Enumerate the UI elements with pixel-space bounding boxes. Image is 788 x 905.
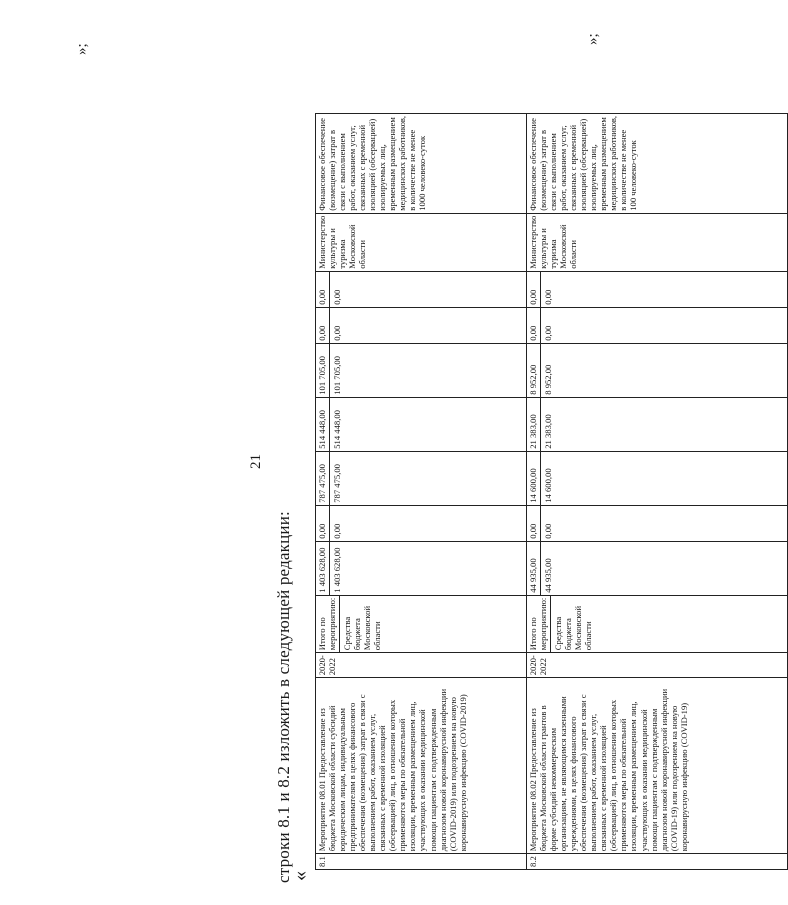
amendment-heading: строки 8.1 и 8.2 изложить в следующей редакции: <box>274 511 293 883</box>
amount-2022: 101 705,00 101 705,00 <box>316 343 527 397</box>
implementation-years: 2020-2022 <box>316 653 527 678</box>
closing-mark-upper: »; <box>585 33 601 45</box>
amount-2022: 8 952,00 8 952,00 <box>527 343 788 397</box>
table-row <box>527 113 788 869</box>
source-total-label: Итого по мероприятию: <box>317 597 338 651</box>
amount-2024: 0,00 0,00 <box>527 271 788 307</box>
closing-mark-lower: »; <box>74 43 90 55</box>
responsible-executor: Министерство культуры и туризма Московской области <box>527 213 788 271</box>
responsible-executor: Министерство культуры и туризма Московской области <box>316 213 527 271</box>
amount-2019: 0,00 0,00 <box>316 505 527 541</box>
table-row <box>316 113 527 869</box>
opening-quote-mark: « <box>289 871 311 881</box>
amount-2019: 0,00 0,00 <box>527 505 788 541</box>
program-measures-table <box>315 113 788 870</box>
source-region-label: Средства бюджета Московской области <box>342 605 383 651</box>
implementation-years: 2020-2022 <box>527 653 788 678</box>
amount-total: 1 403 628,00 1 403 628,00 <box>316 541 527 595</box>
funding-sources <box>316 595 527 652</box>
row-number: 8.1 <box>316 854 527 870</box>
funding-sources <box>527 595 788 652</box>
amount-2020: 787 475,00 787 475,00 <box>316 451 527 505</box>
amount-2023: 0,00 0,00 <box>527 307 788 343</box>
measure-name: Мероприятие 08.02 Предоставление из бюджета Московской области грантов в форме субсидий некоммерческим организациям, не являющимся казенными учреждениями, в целях финансового обеспечения (возмещения) затрат в связи с выполнением работ, оказанием услуг, связанных с временной изоляцией (обсервацией) лиц, в отношении которых применяются меры по обязательной изоляции, временным размещением лиц, участвующих в оказании медицинской помощи пациентам с подтвержденным диагнозом новой коронавирусной инфекции (COVID-19) или подозрением на новую коронавирусную инфекцию (COVID-19) <box>527 678 788 854</box>
amount-2021: 21 383,00 21 383,00 <box>527 397 788 451</box>
amount-2021: 514 448,00 514 448,00 <box>316 397 527 451</box>
source-region-label: Средства бюджета Московской области <box>553 605 594 651</box>
measure-name: Мероприятие 08.01 Предоставление из бюджета Московской области субсидий юридическим лицам, индивидуальным предпринимателям в целях финансового обеспечения (возмещения) затрат в связи с выполнением работ, оказанием услуг, связанных с временной изоляцией (обсервацией) лиц, в отношении которых применяются меры по обязательной изоляции, временным размещением лиц, участвующих в оказании медицинской помощи пациентам с подтвержденным диагнозом новой коронавирусной инфекции (COVID-2019) или подозрением на новую коронавирусную инфекцию (COVID-2019) <box>316 678 527 854</box>
expected-result: Финансовое обеспечение (возмещение) затрат в связи с выполнением работ, оказанием услуг, связанных с временной изоляцией (обсервацией) изолируемых лиц, временным размещением медицинских работников, в количестве не менее 1000 человеко-суток <box>316 113 527 213</box>
expected-result: Финансовое обеспечение (возмещение) затрат в связи с выполнением работ, оказанием услуг, связанных с временной изоляцией (обсервацией) изолируемых лиц, временным размещением медицинских работников, в количестве не менее 100 человеко-суток <box>527 113 788 213</box>
amount-2023: 0,00 0,00 <box>316 307 527 343</box>
amount-2020: 14 600,00 14 600,00 <box>527 451 788 505</box>
amount-total: 44 935,00 44 935,00 <box>527 541 788 595</box>
row-number: 8.2 <box>527 854 788 870</box>
amount-2024: 0,00 0,00 <box>316 271 527 307</box>
page-number: 21 <box>248 454 264 469</box>
source-total-label: Итого по мероприятию: <box>528 597 549 651</box>
